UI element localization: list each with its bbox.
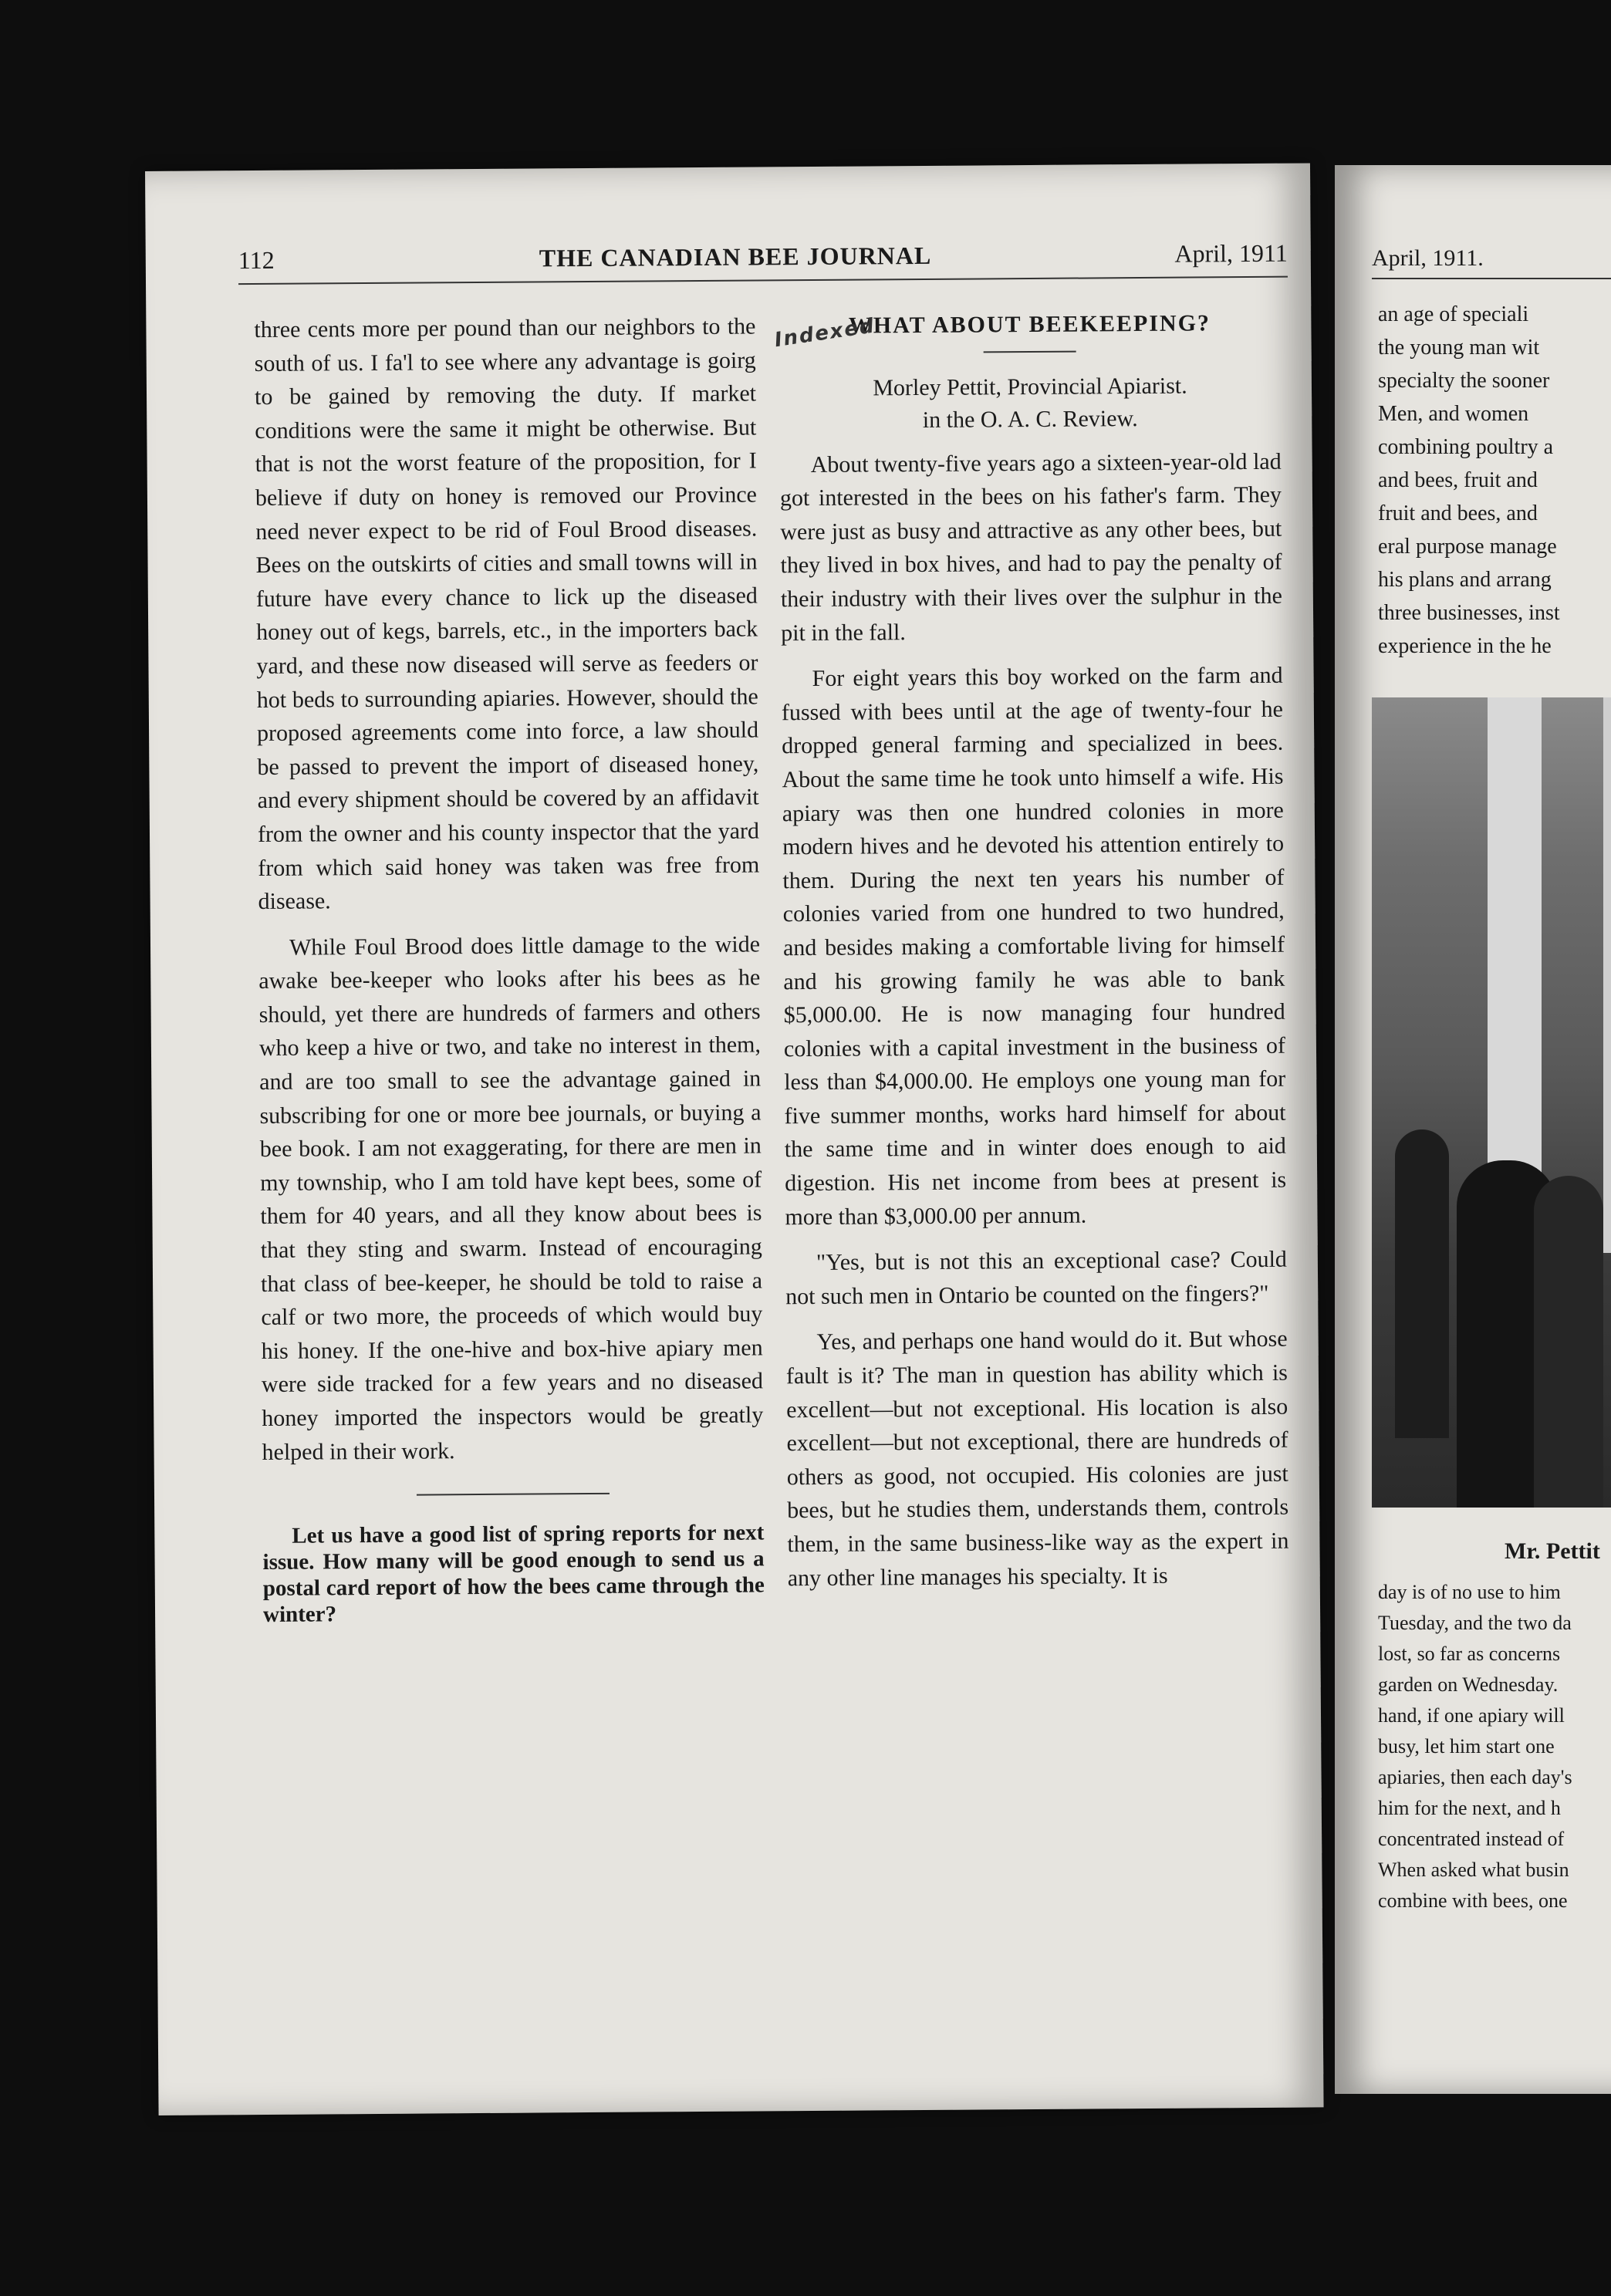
right-column-top: [1378, 298, 1611, 663]
text-line: lost, so far as concerns: [1378, 1643, 1561, 1665]
byline-source: in the O. A. C. Review.: [922, 405, 1138, 433]
photo-pillar: [1603, 697, 1611, 1253]
text-line: his plans and arrang: [1378, 568, 1552, 592]
paragraph: three cents more per pound than our neighbors to the south of us. I fa'l to see where any advantage is goirg to be gained by removing the duty. If market conditions were the same it might be otherwise. But that is not the worst feature of the proposition, for I believe if duty on honey is removed our Province need never expect to be rid of Foul Brood diseases. Bees on the outskirts of cities and small towns will in future have every chance to lick up the diseased honey out of kegs, barrels, etc., in the importers back yard, and these now diseased will serve as feeders or hot beds to surrounding apiaries. However, should the proposed agreements come into force, a law should be passed to prevent the import of diseased honey, and every shipment should be covered by an affidavit from the owner and his county inspector that the yard from which said honey was taken was free from disease.: [254, 313, 760, 915]
text-line: garden on Wednesday.: [1378, 1673, 1559, 1696]
photo-figure: [1395, 1129, 1449, 1438]
right-page-date: April, 1911.: [1372, 245, 1484, 271]
paragraph: "Yes, but is not this an exceptional case? Could not such men in Ontario be counted on the fingers?": [785, 1246, 1287, 1310]
text-line: specialty the sooner: [1378, 369, 1550, 393]
paragraph: While Foul Brood does little damage to the wide awake bee-keeper who looks after his bees as he should, yet there are hundreds of farmers and others who keep a hive or two, and take no interest in them, and are too small to see the advantage gained in subscribing for one or more bee journals, or buying a bee book. I am not exaggerating, for there are men in my township, who I am told have kept bees, some of them for 40 years, and all they know about bees is that they sting and swarm. Instead of encouraging that class of bee-keeper, he should be told to raise a calf or two more, the proceeds of which would buy his honey. If the one-hive and box-hive apiary men were side tracked for a few years and no diseased honey imported the inspectors would be greatly helped in their work.: [258, 931, 764, 1465]
text-line: the young man wit: [1378, 336, 1540, 360]
paragraph: Yes, and perhaps one hand would do it. But whose fault is it? The man in question has ability which is excellent—but not exceptional. His location is also excellent—but not exceptional, there are hundreds of others as good, not occupied. His colonies are just bees, but he studies them, understands them, controls them, in the same business-like way as the expert in any other line manages his specialty. It is: [785, 1326, 1289, 1591]
byline: [779, 369, 1282, 437]
text-line: day is of no use to him: [1378, 1581, 1561, 1603]
text-line: combining poultry a: [1378, 435, 1554, 459]
paragraph: About twenty-five years ago a sixteen-year-old lad got interested in the bees on his father's farm. They were just as busy and attractive as any other bees, but they lived in box hives, and had to pay the penalty of their industry with their lives over the sulphur in the pit in the fall.: [779, 448, 1282, 646]
editor-note: Let us have a good list of spring reports for next issue. How many will be good enough to send us a postal card report of how the bees came through the winter?: [262, 1520, 765, 1628]
byline-author: Morley Pettit, Provincial Apiarist.: [873, 373, 1187, 401]
text-line: When asked what busin: [1378, 1859, 1569, 1881]
left-column: [254, 309, 765, 1640]
section-divider: [417, 1493, 610, 1496]
right-header-rule: [1372, 278, 1611, 279]
text-line: three businesses, inst: [1378, 601, 1560, 625]
text-line: experience in the he: [1378, 634, 1552, 658]
photograph: [1372, 697, 1611, 1508]
left-page: [145, 163, 1324, 2115]
photo-caption: Mr. Pettit: [1505, 1538, 1600, 1564]
text-line: busy, let him start one: [1378, 1735, 1555, 1757]
text-line: and bees, fruit and: [1378, 468, 1538, 492]
article-column: [772, 306, 1289, 1608]
indexed-stamp: Indexed: [772, 314, 877, 353]
issue-date: April, 1911: [1174, 238, 1288, 268]
text-line: eral purpose manage: [1378, 535, 1557, 559]
right-page: [1335, 165, 1611, 2094]
text-line: combine with bees, one: [1378, 1889, 1568, 1912]
title-rule: [984, 350, 1076, 353]
article-title: WHAT ABOUT BEEKEEPING?: [848, 310, 1211, 339]
paragraph: For eight years this boy worked on the farm and fussed with bees until at the age of twenty-four he dropped general farming and specialized in bees. About the same time he took unto himself a wife. His apiary was then one hundred colonies in more modern hives and he devoted his attention entirely to them. During the next ten years his number of colonies varied from one hundred to two hundred, and besides making a comfortable living for himself and his growing family he was able to bank $5,000.00. He is now managing four hundred colonies with a capital investment in the business of less than $4,000.00. He employs one young man for five summer months, works hard himself for about the same time and in winter does enough to aid digestion. His net income from bees at present is more than $3,000.00 per annum.: [781, 662, 1287, 1230]
text-line: him for the next, and h: [1378, 1797, 1561, 1819]
text-line: concentrated instead of: [1378, 1828, 1565, 1850]
photo-figure: [1534, 1176, 1603, 1508]
article-title-block: [772, 306, 1280, 353]
right-column-bottom: [1378, 1577, 1611, 1916]
text-line: fruit and bees, and: [1378, 501, 1538, 525]
text-line: Tuesday, and the two da: [1378, 1612, 1572, 1634]
running-head: [238, 239, 1288, 280]
text-line: an age of speciali: [1378, 302, 1529, 326]
text-line: apiaries, then each day's: [1378, 1766, 1572, 1788]
text-line: hand, if one apiary will: [1378, 1704, 1565, 1727]
page-number: 112: [238, 245, 275, 275]
text-line: Men, and women: [1378, 402, 1529, 426]
journal-title: THE CANADIAN BEE JOURNAL: [539, 241, 932, 272]
